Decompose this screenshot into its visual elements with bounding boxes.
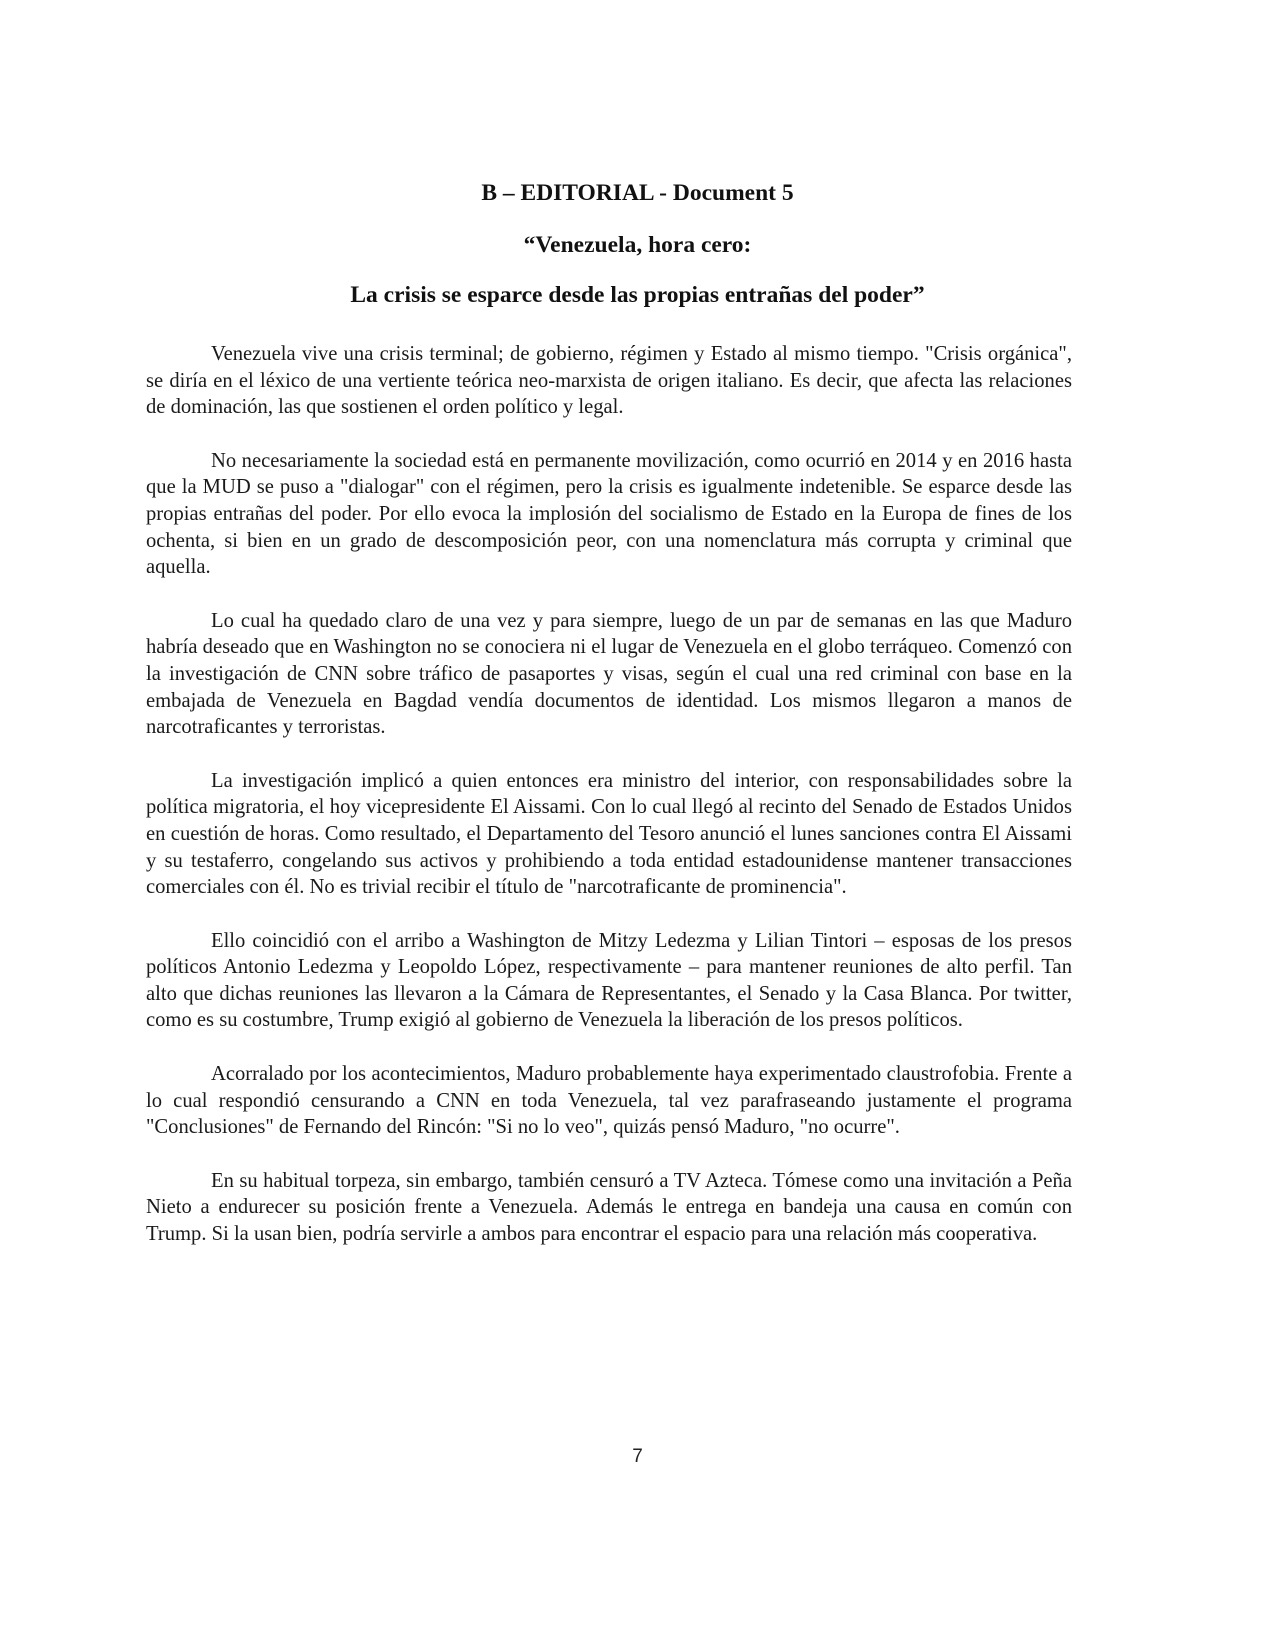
paragraph: En su habitual torpeza, sin embargo, también censuró a TV Azteca. Tómese como una invitación a Peña Nieto a endurecer su posición frente a Venezuela. Además le entrega en bandeja una causa en común con Trump. Si la usan bien, podría servirle a ambos para encontrar el espacio para una relación más cooperativa.: [146, 1169, 1072, 1246]
paragraph: No necesariamente la sociedad está en permanente movilización, como ocurrió en 2014 y en 2016 hasta que la MUD se puso a "dialogar" con el régimen, pero la crisis es igualmente indetenible. Se esparce desde las propias entrañas del poder. Por ello evoca la implosión del socialismo de Estado en la Europa de fines de los ochenta, si bien en un grado de descomposición peor, con una nomenclatura más corrupta y criminal que aquella.: [146, 449, 1072, 579]
article-title-line-2: La crisis se esparce desde las propias entrañas del poder”: [350, 282, 925, 308]
section-title: B – EDITORIAL - Document 5: [481, 180, 794, 206]
paragraph: Lo cual ha quedado claro de una vez y para siempre, luego de un par de semanas en las que Maduro habría deseado que en Washington no se conociera ni el lugar de Venezuela en el globo terráqueo. Comenzó con la investigación de CNN sobre tráfico de pasaportes y visas, según el cual una red criminal con base en la embajada de Venezuela en Bagdad vendía documentos de identidad. Los mismos llegaron a manos de narcotraficantes y terroristas.: [146, 609, 1072, 739]
article-title-line-1: “Venezuela, hora cero:: [523, 232, 752, 258]
paragraph: La investigación implicó a quien entonces era ministro del interior, con responsabilidades sobre la política migratoria, el hoy vicepresidente El Aissami. Con lo cual llegó al recinto del Senado de Estados Unidos en cuestión de horas. Como resultado, el Departamento del Tesoro anunció el lunes sanciones contra El Aissami y su testaferro, congelando sus activos y prohibiendo a toda entidad estadounidense mantener transacciones comerciales con él. No es trivial recibir el título de "narcotraficante de prominencia".: [146, 769, 1072, 899]
article-body: [146, 341, 1072, 1275]
paragraph: Ello coincidió con el arribo a Washington de Mitzy Ledezma y Lilian Tintori – esposas de los presos políticos Antonio Ledezma y Leopoldo López, respectivamente – para mantener reuniones de alto perfil. Tan alto que dichas reuniones las llevaron a la Cámara de Representantes, el Senado y la Casa Blanca. Por twitter, como es su costumbre, Trump exigió al gobierno de Venezuela la liberación de los presos políticos.: [146, 929, 1072, 1032]
paragraph: Acorralado por los acontecimientos, Maduro probablemente haya experimentado claustrofobia. Frente a lo cual respondió censurando a CNN en toda Venezuela, tal vez parafraseando justamente el programa "Conclusiones" de Fernando del Rincón: "Si no lo veo", quizás pensó Maduro, "no ocurre".: [146, 1063, 1072, 1139]
paragraph: Venezuela vive una crisis terminal; de gobierno, régimen y Estado al mismo tiempo. "Crisis orgánica", se diría en el léxico de una vertiente teórica neo-marxista de origen italiano. Es decir, que afecta las relaciones de dominación, las que sostienen el orden político y legal.: [146, 343, 1072, 419]
page-number: 7: [632, 1446, 643, 1467]
